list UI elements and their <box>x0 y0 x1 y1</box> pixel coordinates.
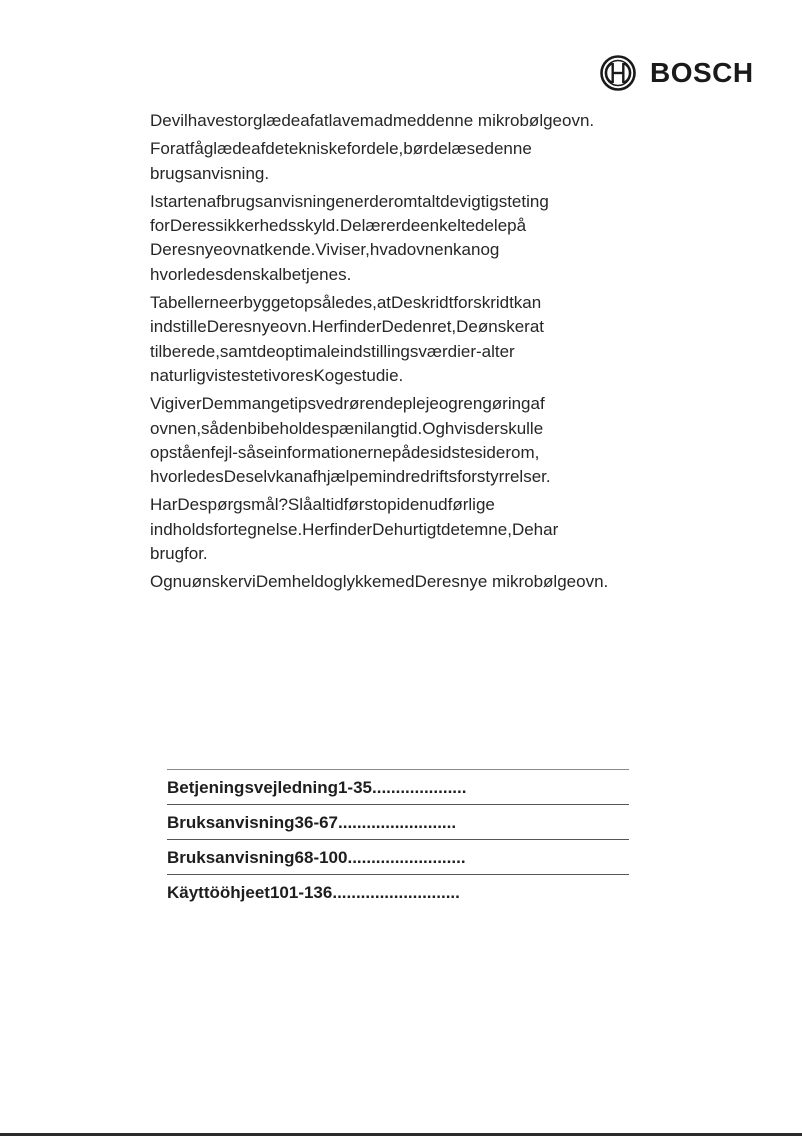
toc-item-danish[interactable]: Betjeningsvejledning1-35.................... <box>167 769 629 804</box>
language-toc <box>167 769 629 909</box>
intro-paragraph: Tabellerneerbyggetopsåledes,atDeskridtforskridtkan indstilleDeresnyeovn.HerfinderDedenret,Deønskerat tilberede,samtdeoptimaleindstillingsværdier-alter naturligvistestetivoresKogestudie. <box>150 293 545 385</box>
intro-paragraph: OgnuønskerviDemheldoglykkemedDeresnye mikrobølgeovn. <box>150 572 609 592</box>
intro-paragraph: HarDespørgsmål?Slåaltidførstopidenudførlige indholdsfortegnelse.HerfinderDehurtigtdetemne,Dehar brugfor. <box>150 495 559 564</box>
toc-item-swedish[interactable]: Bruksanvisning68-100......................... <box>167 839 629 874</box>
intro-text <box>150 109 610 599</box>
bosch-armature-icon <box>600 55 636 91</box>
intro-paragraph: VigiverDemmangetipsvedrørendeplejeogrengøringaf ovnen,sådenbibeholdespænilangtid.Oghvisderskulle opståenfejl-såseinformationernepådesidstesiderom, hvorledesDeselvkanafhjælpemindredriftsforstyrrelser. <box>150 394 551 487</box>
toc-item-norwegian[interactable]: Bruksanvisning36-67......................... <box>167 804 629 839</box>
intro-paragraph: Foratfåglædeafdetekniskefordele,børdelæsedenne brugsanvisning. <box>150 139 532 183</box>
bosch-logo <box>600 55 754 91</box>
brand-name: BOSCH <box>650 57 754 88</box>
intro-paragraph: Istartenafbrugsanvisningenerderomtaltdevigtigsteting forDeressikkerhedsskyld.Delærerdeenkeltedelepå Deresnyeovnatkende.Viviser,hvadovnenkanog hvorledesdenskalbetjenes. <box>150 191 549 284</box>
intro-paragraph: Devilhavestorglædeafatlavemadmeddenne mikrobølgeovn. <box>150 111 595 130</box>
toc-item-finnish[interactable]: Käyttööhjeet101-136........................... <box>167 874 629 909</box>
